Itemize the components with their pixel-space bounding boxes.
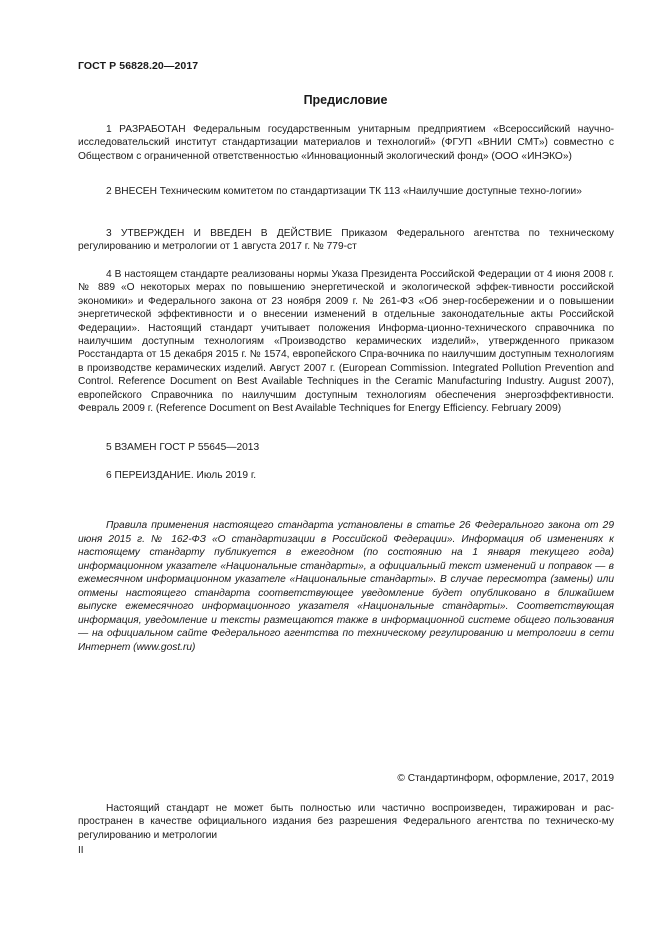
section-4: [78, 268, 614, 415]
section-5: [78, 441, 614, 454]
rules-notice-text: Правила применения настоящего стандарта установлены в статье 26 Федерального закона от 29 июня 2015 г. № 162-ФЗ «О стандартизации в Российской Федерации». Информация об изменениях к настоящему стандарту публикуется в ежегодном (по состоянию на 1 января текущего года) информационном указателе «Национальные стандарты», а официальный текст изменений и поправок — в ежемесячном информационном указателе «Национальные стандарты». В случае пересмотра (замены) или отмены настоящего стандарта соответствующее уведомление будет опубликовано в ближайшем выпуске ежемесячного информационного указателя «Национальные стандарты». Соответствующая информация, уведомление и тексты размещаются также в информационной системе общего пользования — на официальном сайте Федерального агентства по техническому регулированию и метрологии в сети Интернет (www.gost.ru): [78, 520, 614, 653]
page-number: II: [78, 845, 84, 856]
reproduction-notice: [78, 802, 614, 842]
title-text: Предисловие: [303, 93, 388, 107]
rules-notice: [78, 519, 614, 654]
reproduction-notice-text: Настоящий стандарт не может быть полностью или частично воспроизведен, тиражирован и рас-пространен в качестве официального издания без разрешения Федерального агентства по техническо-му регулированию и метрологии: [78, 803, 614, 841]
copyright-line: © Стандартинформ, оформление, 2017, 2019: [397, 773, 614, 784]
section-2: [78, 185, 614, 198]
section-3: [78, 227, 614, 254]
section-text: 4 В настоящем стандарте реализованы нормы Указа Президента Российской Федерации от 4 июня 2008 г. № 889 «О некоторых мерах по повышению энергетической и экологической эффек-тивности российской экономики» и Федерального закона от 23 ноября 2009 г. № 261-ФЗ «Об энер-госбережении и о повышении энергетической эффективности и о внесении изменений в отдельные законодательные акты Российской Федерации». Настоящий стандарт учитывает положения Информа-ционно-технического справочника по наилучшим доступным технологиям «Производство керамических изделий», утвержденного приказом Росстандарта от 15 декабря 2015 г. № 1574, европейского Спра-вочника по наилучшим доступным технологиям в производстве керамических изделий. Август 2007 г. (European Commission. Integrated Pollution Prevention and Control. Reference Document on Best Available Techniques in the Ceramic Manufacturing Industry. August 2007), европейского Справочника по наилучшим доступным технологиям обеспечения энергоэффективности. Февраль 2009 г. (Reference Document on Best Available Techniques for Energy Efficiency. February 2009): [78, 269, 614, 415]
document-id: ГОСТ Р 56828.20—2017: [78, 60, 199, 72]
section-6: [78, 469, 614, 482]
section-text: 3 УТВЕРЖДЕН И ВВЕДЕН В ДЕЙСТВИЕ Приказом Федерального агентства по техническому регулированию и метрологии от 1 августа 2017 г. № 779-ст: [78, 228, 614, 253]
section-text: 5 ВЗАМЕН ГОСТ Р 55645—2013: [106, 442, 260, 453]
section-1: [78, 123, 614, 163]
section-text: 6 ПЕРЕИЗДАНИЕ. Июль 2019 г.: [106, 470, 257, 481]
section-text: 2 ВНЕСЕН Техническим комитетом по стандартизации ТК 113 «Наилучшие доступные техно-логии»: [106, 186, 582, 197]
section-text: 1 РАЗРАБОТАН Федеральным государственным унитарным предприятием «Всероссийский научно-исследовательский институт стандартизации материалов и технологий» (ФГУП «ВНИИ СМТ») совместно с Обществом с ограниченной ответственностью «Инновационный экологический фонд» (ООО «ИНЭКО»): [78, 124, 614, 162]
page-title: [0, 93, 661, 107]
